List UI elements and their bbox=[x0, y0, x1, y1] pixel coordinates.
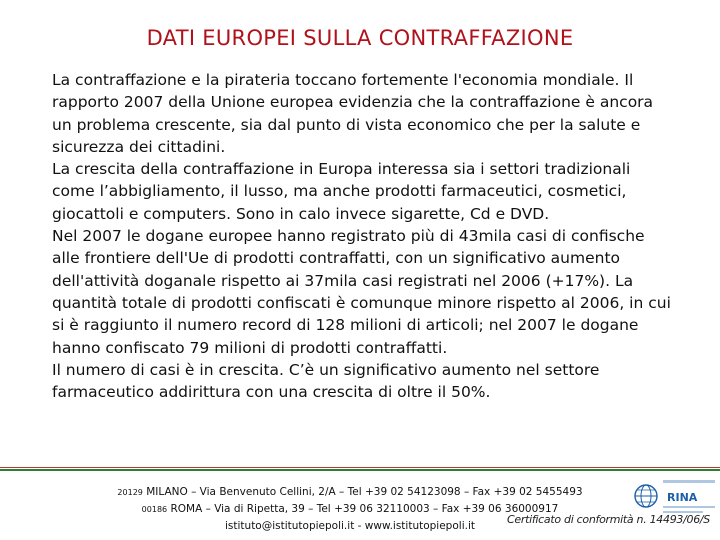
paragraph-growth: Il numero di casi è in crescita. C’è un significativo aumento nel settore farmaceutico addirittura con una crescita di oltre il 50%. bbox=[52, 360, 600, 402]
rina-logo-text: RINA bbox=[667, 491, 698, 504]
body-text bbox=[52, 69, 672, 403]
slide-title: DATI EUROPEI SULLA CONTRAFFAZIONE bbox=[146, 26, 574, 50]
milano-address: MILANO – Via Benvenuto Cellini, 2/A – Tel +39 02 54123098 – Fax +39 02 5455493 bbox=[142, 486, 583, 498]
roma-zip: 00186 bbox=[141, 505, 168, 514]
footer-address bbox=[80, 484, 620, 534]
roma-address: ROMA – Via di Ripetta, 39 – Tel +39 06 32110003 – Fax +39 06 36000917 bbox=[167, 503, 559, 515]
rina-certification-logo bbox=[630, 478, 720, 518]
paragraph-customs: Nel 2007 le dogane europee hanno registrato più di 43mila casi di confische alle frontiere dell'Ue di prodotti contraffatti, con un significativo aumento dell'attività doganale rispetto ai 37mila casi registrati nel 2006 (+17%). La quantità totale di prodotti confiscati è comunque minore rispetto al 2006, in cui si è raggiunto il numero record di 128 milioni di articoli; nel 2007 le dogane hanno confiscato 79 milioni di prodotti contraffatti. bbox=[52, 227, 671, 357]
certification-note: Certificato di conformità n. 14493/06/S bbox=[507, 513, 710, 526]
milano-zip: 20129 bbox=[117, 488, 143, 497]
globe-icon bbox=[635, 485, 657, 507]
footer-divider bbox=[0, 467, 720, 471]
address-milano bbox=[80, 484, 620, 501]
contact-line: istituto@istitutopiepoli.it - www.istitutopiepoli.it bbox=[225, 520, 475, 532]
paragraph-sectors: La crescita della contraffazione in Europa interessa sia i settori tradizionali come l’abbigliamento, il lusso, ma anche prodotti farmaceutici, cosmetici, giocattoli e computers. Sono in calo invece sigarette, Cd e DVD. bbox=[52, 160, 631, 223]
paragraph-economy: La contraffazione e la pirateria toccano fortemente l'economia mondiale. Il rapporto 2007 della Unione europea evidenzia che la contraffazione è ancora un problema crescente, sia dal punto di vista economico che per la salute e sicurezza dei cittadini. bbox=[52, 71, 654, 156]
